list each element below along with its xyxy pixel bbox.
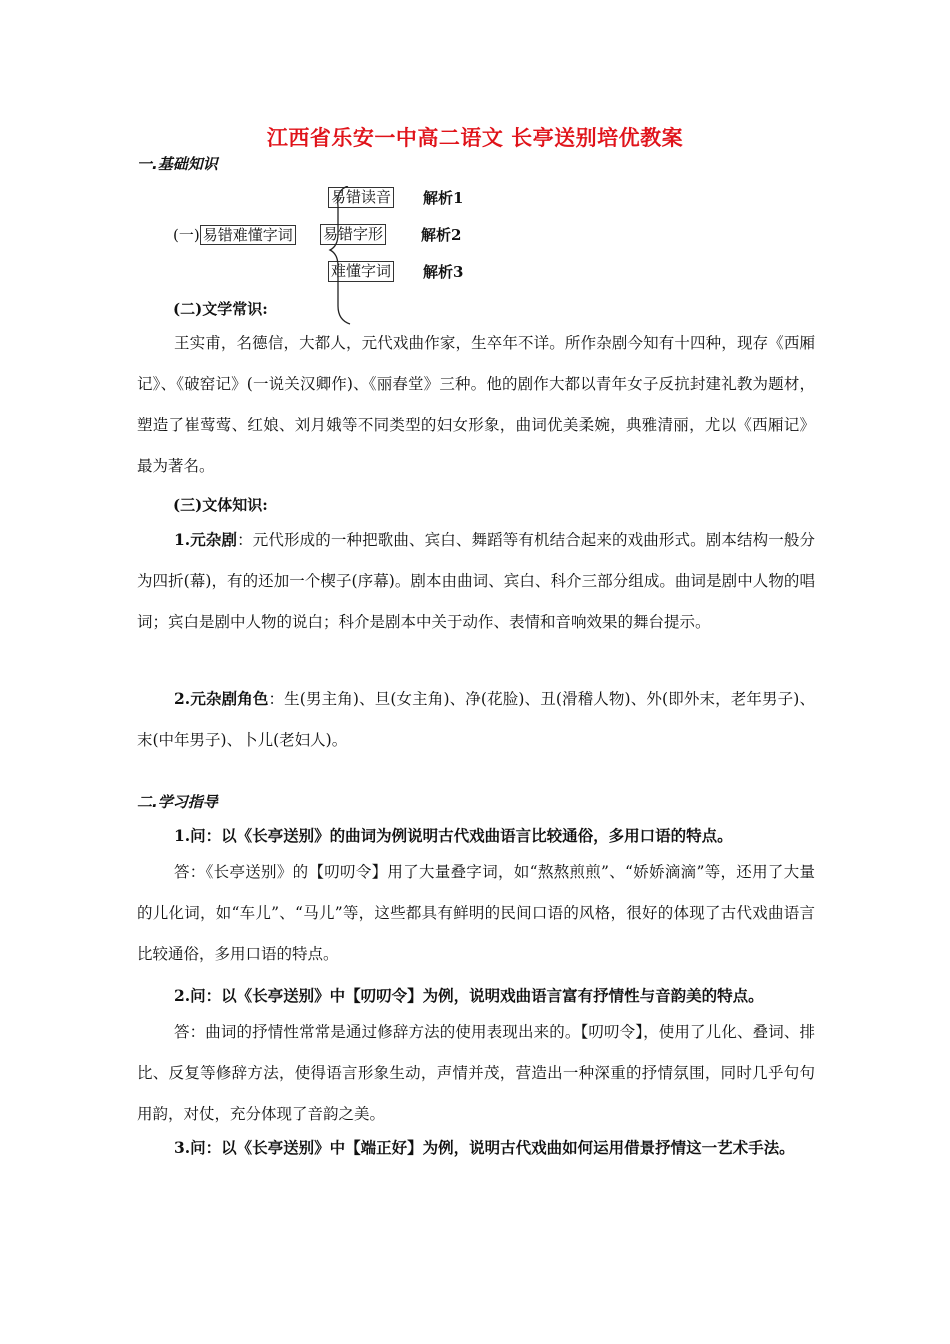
term-roles: 2.元杂剧角色: [174, 689, 269, 708]
page-title: 江西省乐安一中高二语文 长亭送别培优教案: [266, 125, 684, 150]
question-3: 3.问：以《长亭送别》中【端正好】为例，说明古代戏曲如何运用借景抒情这一艺术手法。: [174, 1138, 795, 1157]
question-1: 1.问：以《长亭送别》的曲词为例说明古代戏曲语言比较通俗，多用口语的特点。: [174, 826, 733, 845]
paragraph-literary-knowledge: 王实甫，名德信，大都人，元代戏曲作家，生卒年不详。所作杂剧今知有十四种，现存《西厢记》、《破窑记》(一说关汉卿作)、《丽春堂》三种。他的剧作大都以青年女子反抗封建礼教为题材，塑造了崔莺莺、红娘、刘月娥等不同类型的妇女形象，曲词优美柔婉，典雅清丽，尤以《西厢记》最为著名。: [137, 334, 815, 475]
answer-2: 答：曲词的抒情性常常是通过修辞方法的使用表现出来的。【叨叨令】，使用了儿化、叠词、排比、反复等修辞方法，使得语言形象生动，声情并茂，营造出一种深重的抒情氛围，同时几乎句句用韵，对仗，充分体现了音韵之美。: [137, 1023, 815, 1123]
paragraph-roles: [137, 678, 815, 761]
definition-yuan-zaju: ：元代形成的一种把歌曲、宾白、舞蹈等有机结合起来的戏曲形式。剧本结构一般分为四折(幕)，有的还加一个楔子(序幕)。剧本由曲词、宾白、科介三部分组成。曲词是剧中人物的唱词；宾白是剧中人物的说白；科介是剧本中关于动作、表情和音响效果的舞台提示。: [137, 531, 815, 631]
tree-root: [173, 224, 296, 245]
section-heading-study-guide: 二.学习指导: [137, 793, 218, 811]
answer-1: 答：《长亭送别》的【叨叨令】用了大量叠字词，如“熬熬煎煎”、“娇娇滴滴”等，还用了大量的儿化词，如“车儿”、“马儿”等，这些都具有鲜明的民间口语的风格，很好的体现了古代戏曲语言比较通俗，多用口语的特点。: [137, 863, 815, 963]
subheading-genre-knowledge: (三)文体知识:: [173, 496, 268, 514]
subheading-literary-knowledge: (二)文学常识:: [173, 300, 268, 318]
tree-brace: [326, 186, 356, 326]
definition-roles: ：生(男主角)、旦(女主角)、净(花脸)、丑(滑稽人物)、外(即外末，老年男子)、末(中年男子)、卜儿(老妇人)。: [137, 690, 815, 749]
paragraph-yuan-zaju: [137, 519, 815, 643]
tree-root-prefix: (一): [173, 226, 200, 244]
question-2: 2.问：以《长亭送别》中【叨叨令】为例，说明戏曲语言富有抒情性与音韵美的特点。: [174, 986, 764, 1005]
section-heading-basics: 一.基础知识: [137, 155, 218, 173]
term-yuan-zaju: 1.元杂剧: [174, 530, 238, 549]
tree-root-box: 易错难懂字词: [200, 225, 296, 245]
tree-analysis-1: 解析1: [423, 189, 464, 207]
tree-analysis-2: 解析2: [421, 226, 462, 244]
tree-analysis-3: 解析3: [423, 263, 464, 281]
tree-item-pronunciation: 易错读音: [328, 187, 394, 208]
tree-item-difficult-words: 难懂字词: [328, 261, 394, 282]
tree-item-glyph: 易错字形: [320, 224, 386, 245]
